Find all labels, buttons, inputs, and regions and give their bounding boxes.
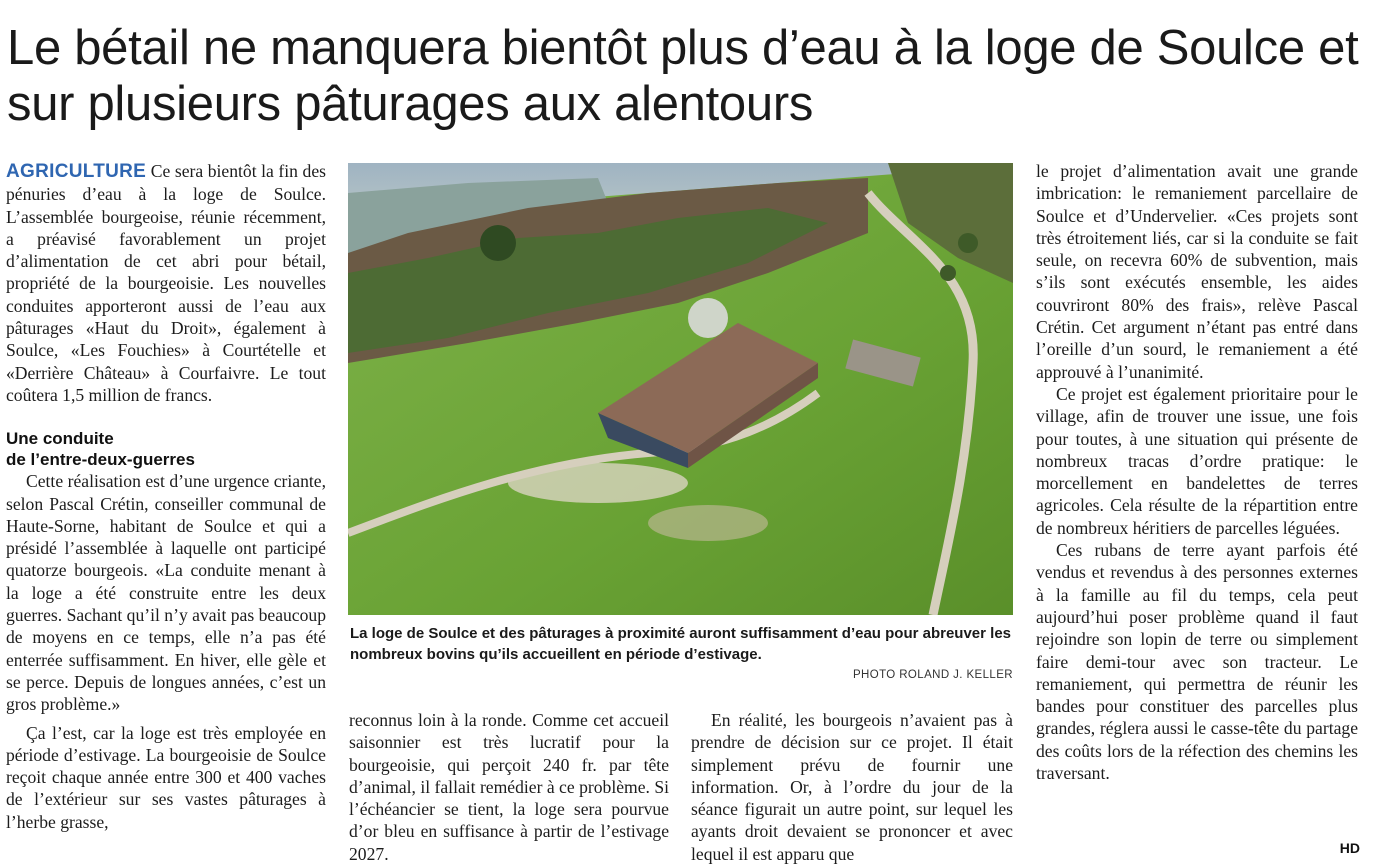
- body-paragraph: En réalité, les bourgeois n’avaient pas à prendre de décision sur ce projet. Il était simplement prévu de fournir une information. Or, à l’ordre du jour de la séance figurait un autre point, sur lequel les ayants droit devaient se prononcer et avec lequel il est apparu que: [691, 710, 1013, 864]
- body-paragraph: Cette réalisation est d’une urgence criante, selon Pascal Crétin, conseiller communal de Haute-Sorne, habitant de Soulce et qui a présidé l’assemblée à laquelle ont participé quatorze bourgeois. «La conduite menant à la loge a été construite entre les deux guerres. Sachant qu’il n’y avait pas beaucoup de moyens en ce temps, elle n’a pas été enterrée suffisamment. En hiver, elle gèle et se perce. Depuis de longues années, c’est un gros problème.»: [6, 471, 326, 715]
- section-kicker: AGRICULTURE: [6, 161, 147, 182]
- body-paragraph: Ce projet est également prioritaire pour le village, afin de trouver une issue, une fois pour toutes, à une situation qui présente de nombreux tracas d’ordre pratique: le morcellement en bandelettes de terres agricoles. Cela résulte de la répartition entre de nombreux héritiers de parcelles léguées.: [1036, 383, 1358, 538]
- column-2: [349, 709, 669, 865]
- aerial-photo: [348, 163, 1013, 615]
- column-4: [1036, 160, 1358, 784]
- photo-caption: La loge de Soulce et des pâturages à proximité auront suffisamment d’eau pour abreuver les nombreux bovins qu’ils accueillent en période d’estivage.: [350, 625, 1012, 663]
- farm-photo-icon: [348, 163, 1013, 615]
- body-paragraph: Ça l’est, car la loge est très employée en période d’estivage. La bourgeoisie de Soulce reçoit chaque année entre 300 et 400 vaches de l’extérieur sur ses vastes pâturages à l’herbe grasse,: [6, 722, 326, 832]
- subheading-line-2: de l’entre-deux-guerres: [6, 450, 195, 470]
- subheading-line-1: Une conduite: [6, 429, 114, 449]
- photo-credit: PHOTO ROLAND J. KELLER: [852, 669, 1013, 681]
- body-paragraph: le projet d’alimentation avait une grande imbrication: le remaniement parcellaire de Soulce et d’Undervelier. «Ces projets sont très étroitement liés, car si la conduite se fait seule, on recevra 60% de subvention, mais s’ils sont exécutés ensemble, les aides couvriront 80% des frais», relève Pascal Crétin. Cet argument n’étant pas entré dans l’oreille d’un sourd, le remaniement a été approuvé à l’unanimité.: [1036, 161, 1358, 382]
- intro-paragraph: [6, 160, 326, 406]
- author-signature: HD: [1339, 840, 1360, 856]
- intro-text: Ce sera bientôt la fin des pénuries d’eau à la loge de Soulce. L’assemblée bourgeoise, réunie récemment, a préavisé favorablement un projet d’alimentation de cet abri pour bétail, propriété de la bourgeoisie. Les nouvelles conduites apporteront aussi de l’eau aux pâturages «Haut du Droit», également à Soulce, «Les Fouchies» à Courtételle et «Derrière Château» à Courfaivre. Le tout coûtera 1,5 million de francs.: [6, 161, 326, 405]
- column-3: [691, 709, 1013, 865]
- column-1: [6, 160, 326, 833]
- headline: Le bétail ne manquera bientôt plus d’eau à la loge de Soulce et sur plusieurs pâturages aux alentours: [7, 21, 1359, 131]
- body-paragraph: Ces rubans de terre ayant parfois été vendus et revendus à des personnes externes à la famille au fil du temps, cela peut aujourd’hui poser problème quand il faut rejoindre son lopin de terre ou simplement faire demi-tour avec son tracteur. Le remaniement, qui permettra de réunir les bandes pour constituer des parcelles plus grandes, réglera aussi le casse-tête du partage des coûts lors de la réfection des chemins les traversant.: [1036, 540, 1358, 784]
- body-paragraph: reconnus loin à la ronde. Comme cet accueil saisonnier est très lucratif pour la bourgeoisie, qui perçoit 240 fr. par tête d’animal, il fallait remédier à ce problème. Si l’échéancier se tient, la loge sera pourvue d’or bleu en suffisance à partir de l’estivage 2027.: [349, 710, 669, 864]
- subheading: [6, 428, 326, 470]
